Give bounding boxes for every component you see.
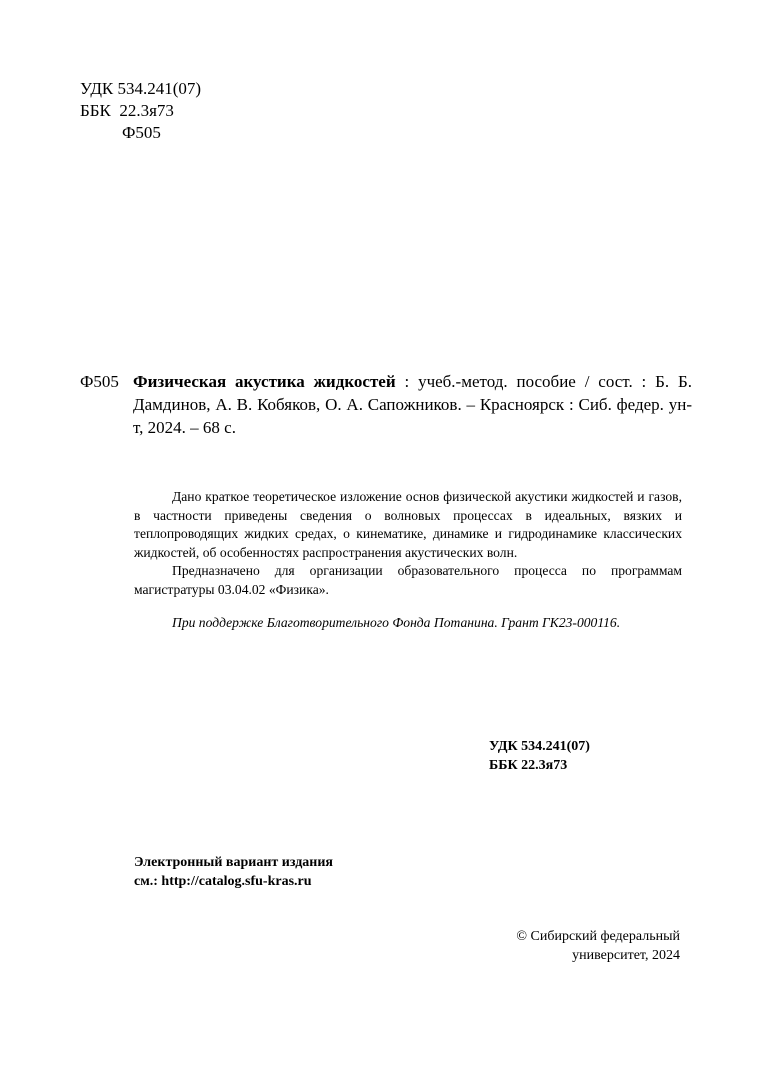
record-title: Физическая акустика жидкостей <box>133 372 396 391</box>
record-reference <box>133 370 692 439</box>
top-bbk: ББК 22.3я73 <box>80 101 174 120</box>
top-index-block <box>80 78 201 144</box>
bottom-udk: УДК 534.241(07) <box>489 739 590 754</box>
bibliographic-record <box>80 370 692 439</box>
copyright-block <box>450 928 680 965</box>
top-author-code: Ф505 <box>122 123 161 142</box>
electronic-version-link: см.: http://catalog.sfu-kras.ru <box>134 873 312 889</box>
grant-note: При поддержке Благотворительного Фонда Потанина. Грант ГК23-000116. <box>172 614 621 630</box>
top-udk: УДК 534.241(07) <box>80 79 202 98</box>
bottom-index-block <box>489 738 590 775</box>
electronic-version-note <box>134 854 333 891</box>
bottom-bbk: ББК 22.3я73 <box>489 757 568 773</box>
copyright-line-2: университет, 2024 <box>572 947 680 963</box>
copyright-line-1: © Сибирский федеральный <box>516 929 680 944</box>
abstract-paragraph-1: Дано краткое теоретическое изложение основ физической акустики жидкостей и газов, в частности приведены сведения о волновых процессах в идеальных, вязких и теплопроводящих жидких средах, о кинематике, динамике и гидродинамике классических жидкостей, об особенностях распространения акустических волн. <box>134 489 682 560</box>
record-details: : учеб.-метод. пособие / сост. : Б. Б. Дамдинов, А. В. Кобяков, О. А. Сапожников. – Красноярск : Сиб. федер. ун-т, 2024. – 68 с. <box>133 372 692 437</box>
electronic-version-title: Электронный вариант издания <box>134 855 333 870</box>
record-cipher: Ф505 <box>80 372 119 391</box>
abstract-block <box>134 488 682 632</box>
abstract-paragraph-2: Предназначено для организации образовательного процесса по программам магистратуры 03.04.02 «Физика». <box>134 563 682 597</box>
